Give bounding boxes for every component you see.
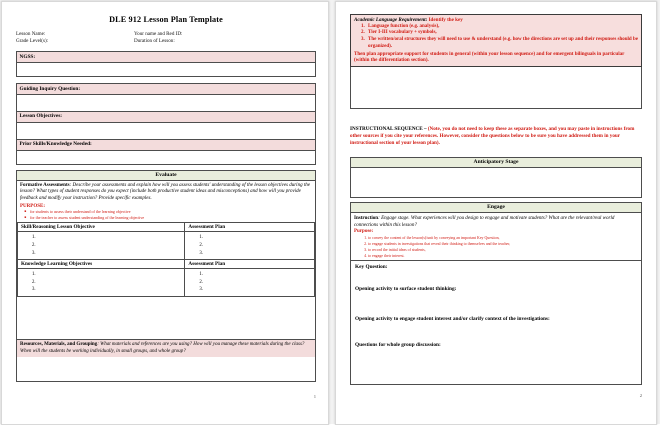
list-item: 2. to engage students in investigations that reveal their thinking to themselves and the teacher, [368, 241, 641, 247]
section-guiding-inquiry-header: Guiding Inquiry Question: [17, 84, 315, 95]
list-item: 1. to convey the content of the lesson(s)/unit by conveying an important Key Question, [368, 235, 641, 241]
table-row[interactable] [18, 269, 315, 297]
section-ngss-input[interactable] [17, 63, 315, 76]
instructional-sequence-note [350, 126, 642, 147]
list-item: 3. The written/oral structures they will need to use & understand (e.g. how the directions are set up and their responses should be organized). [366, 37, 638, 50]
formative-assessments-body: : Describe your assessments and explain how will you assess students' understanding of the lesson objectives during the lesson? What types of student responses do you expect (include both productive student ideas and misconceptions) and how will you provide feedback and modify your instruction? Provide specific examples. [20, 182, 310, 202]
formative-assessments-label: Formative Assessments [20, 182, 70, 188]
knowledge-objective-cell[interactable] [18, 269, 185, 297]
list-item: 3. [199, 287, 203, 293]
list-item: 1. [199, 234, 203, 240]
section-guiding-inquiry-input[interactable] [17, 95, 315, 111]
assessment-plan-cell-2[interactable] [185, 269, 315, 297]
numbered-list [188, 270, 311, 295]
academic-language-label: Academic Language Requirement: [354, 17, 428, 23]
skill-reasoning-table [17, 222, 315, 297]
list-item: ■ for the teacher to assess student understanding of the learning objective [30, 215, 315, 221]
page-title: DLE 912 Lesson Plan Template [109, 15, 223, 24]
list-item: 2. [199, 279, 203, 285]
numbered-list [21, 233, 181, 258]
academic-language-tail: Then plan appropriate support for students in general (within your lesson sequence) and for emergent bilinguals in particular (within the differentiation section). [354, 50, 625, 64]
list-item: 1. [32, 271, 36, 277]
assessment-plan-cell-1[interactable] [185, 232, 315, 260]
numbered-list [188, 233, 311, 258]
list-item: 2. [32, 242, 36, 248]
table-row [18, 223, 315, 232]
knowledge-objective-header: Knowledge Learning Objectives [18, 260, 185, 269]
section-anticipatory [350, 157, 642, 198]
resources-header [17, 339, 315, 357]
skill-objective-cell[interactable] [18, 232, 185, 260]
section-prior-skills-header: Prior Skills/Knowledge Needed: [17, 140, 315, 151]
prompt-engage-interest: Opening activity to engage student interest and/or clarify context of the investigations: [355, 315, 550, 322]
list-item: 2. [32, 279, 36, 285]
numbered-list [21, 270, 181, 295]
academic-language-heading [354, 17, 638, 24]
resources-input[interactable] [17, 357, 315, 381]
engage-instruction-label: Instruction [354, 214, 379, 221]
section-ngss[interactable] [16, 51, 316, 77]
academic-language-list [354, 24, 638, 51]
academic-language-input[interactable] [350, 67, 642, 109]
list-item: 3. [199, 250, 203, 256]
page-number-2: 2 [639, 393, 642, 398]
section-lesson-objectives-header: Lesson Objectives: [17, 112, 315, 123]
evaluate-banner: Evaluate [17, 171, 315, 181]
engage-banner: Engage [351, 203, 641, 213]
document-page-1 [1, 1, 329, 425]
section-engage [350, 202, 642, 385]
section-lesson-objectives[interactable] [16, 112, 316, 140]
list-item: 3. to record the initial ideas of students, [368, 247, 641, 253]
list-item: 2. [199, 242, 203, 248]
assessment-plan-header-1: Assessment Plan [185, 223, 315, 232]
skill-objective-header: Skill/Reasoning Lesson Objective [18, 223, 185, 232]
academic-language-lead: Identify the key [428, 17, 463, 23]
resources-text: : What materials and references are you using? How will you manage these materials during the class? When will the students be working individually, in small groups, and whole group? [20, 341, 305, 354]
duration-label: Duration of Lesson: [134, 38, 175, 45]
list-item: ■ for students to assess their understand of the learning objective [30, 209, 315, 215]
section-lesson-objectives-input[interactable] [17, 123, 315, 139]
list-item: 3. [32, 250, 36, 256]
anticipatory-input[interactable] [351, 168, 641, 197]
section-prior-skills[interactable] [16, 140, 316, 165]
instructional-sequence-title: INSTRUCTIONAL SEQUENCE – [350, 126, 428, 133]
section-prior-skills-input[interactable] [17, 151, 315, 164]
grade-level-label: Grade Level(s): [16, 38, 49, 45]
anticipatory-banner: Anticipatory Stage [351, 158, 641, 168]
section-ngss-header: NGSS: [17, 52, 315, 63]
list-item: 2. Tier I-III vocabulary + symbols, [366, 30, 638, 37]
evaluate-purpose-label: PURPOSE: [20, 204, 45, 210]
list-item: 3. [32, 287, 36, 293]
list-item: 4. to engage their interest. [368, 253, 641, 259]
formative-assessments-text [17, 181, 315, 203]
your-name-label: Your name and Red ID: [134, 31, 183, 37]
assessment-plan-header-2: Assessment Plan [185, 260, 315, 269]
lesson-name-label: Lesson Name: [16, 31, 46, 37]
instructional-sequence-body: (Note, you do not need to keep these as separate boxes, and you may paste in instructions from other sources if you cite your references. However, consider the questions below to be sure you have addressed them in your instructional section of your lesson plan). [350, 126, 635, 147]
engage-instruction-text [351, 213, 641, 228]
list-item: 1. [199, 271, 203, 277]
table-row[interactable] [18, 232, 315, 260]
engage-prompts[interactable] [351, 260, 641, 384]
evaluate-purpose-list [17, 209, 315, 222]
meta-row-2 [16, 38, 316, 45]
document-page-2 [335, 1, 657, 425]
resources-label: Resources, Materials, and Grouping [20, 341, 98, 347]
section-guiding-inquiry[interactable] [16, 83, 316, 112]
page-number-1: 1 [313, 394, 316, 399]
section-evaluate [16, 170, 316, 383]
engage-purpose-label: Purpose: [354, 229, 374, 235]
prompt-whole-group-discussion: Questions for whole group discussion: [355, 341, 441, 348]
list-item: 1. [32, 234, 36, 240]
list-item: 1. Language function (e.g. analysis), [366, 24, 638, 31]
prompt-key-question: Key Question: [355, 263, 388, 270]
section-academic-language [350, 14, 642, 67]
engage-instruction-body: : Engage stage. What experiences will you design to engage and motivate students? What are the relevant/real world connections within this lesson? [354, 214, 615, 228]
engage-purpose-list [351, 234, 641, 260]
table-row [18, 260, 315, 269]
prompt-surface-thinking: Opening activity to surface student thinking: [355, 285, 457, 292]
evaluate-free-area[interactable] [17, 297, 315, 339]
